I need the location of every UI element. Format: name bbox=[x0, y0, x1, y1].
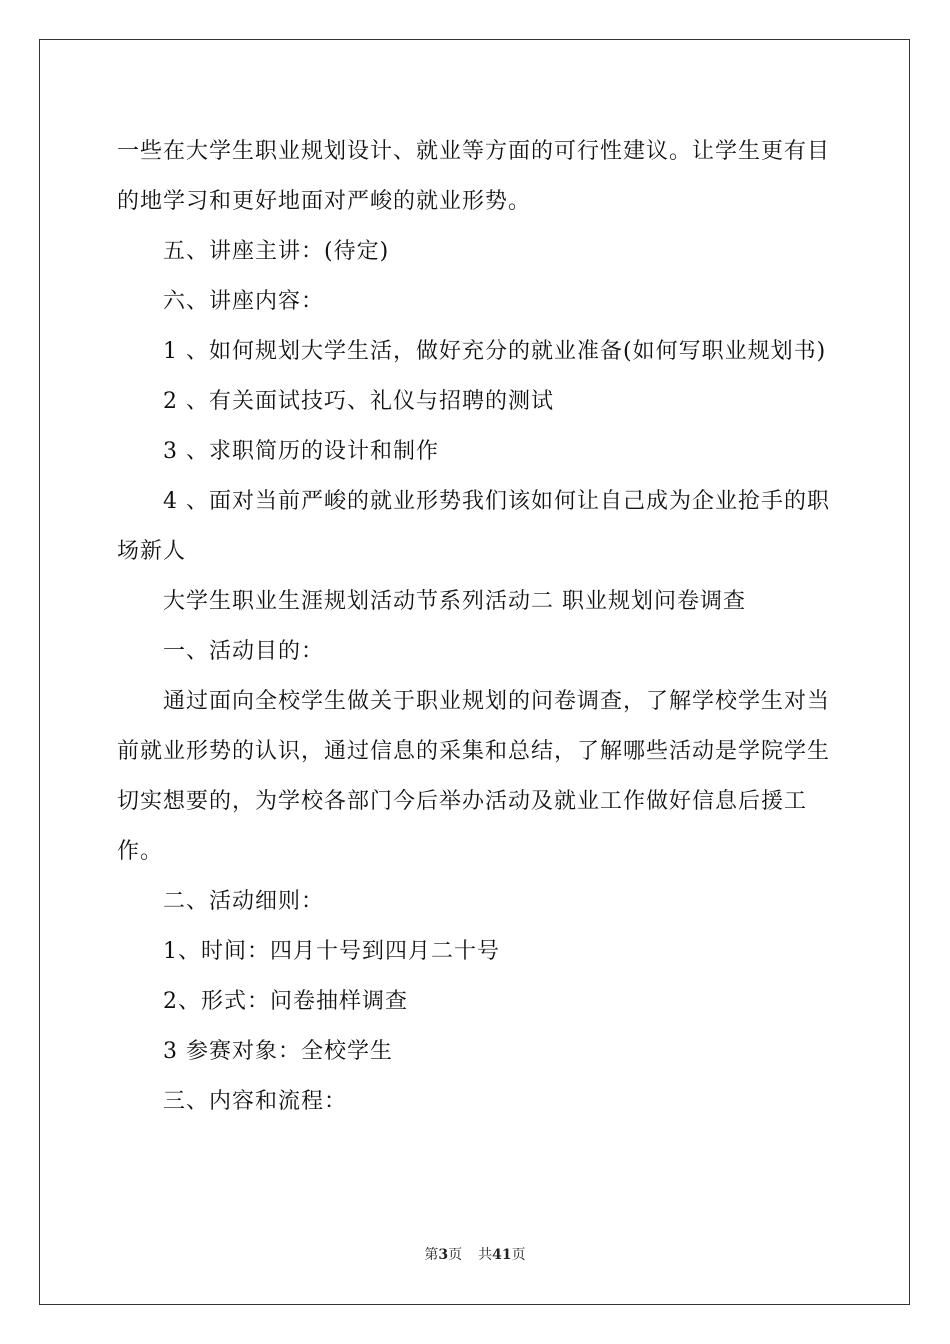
total-pages: 41 bbox=[492, 1247, 512, 1263]
paragraph: 2 、有关面试技巧、礼仪与招聘的测试 bbox=[163, 389, 554, 414]
paragraph: 3 参赛对象：全校学生 bbox=[163, 1039, 393, 1064]
paragraph: 1 、如何规划大学生活，做好充分的就业准备(如何写职业规划书) bbox=[163, 339, 827, 364]
page-number: 3 bbox=[438, 1247, 449, 1263]
paragraph: 一些在大学生职业规划设计、就业等方面的可行性建议。让学生更有目的地学习和更好地面对严峻的就业形势。 bbox=[117, 139, 831, 214]
paragraph: 三、内容和流程： bbox=[163, 1089, 348, 1114]
paragraph: 六、讲座内容： bbox=[163, 289, 325, 314]
paragraph: 1、时间：四月十号到四月二十号 bbox=[163, 939, 500, 964]
page-label-suffix: 页 bbox=[448, 1247, 463, 1263]
paragraph: 一、活动目的： bbox=[163, 639, 325, 664]
total-label-prefix: 共 bbox=[478, 1247, 493, 1263]
document-body bbox=[117, 127, 835, 1127]
paragraph: 3 、求职简历的设计和制作 bbox=[163, 439, 439, 464]
section-heading: 大学生职业生涯规划活动节系列活动二 职业规划问卷调查 bbox=[163, 589, 746, 614]
total-label-suffix: 页 bbox=[511, 1247, 526, 1263]
paragraph: 五、讲座主讲：(待定) bbox=[163, 239, 390, 264]
paragraph: 通过面向全校学生做关于职业规划的问卷调查，了解学校学生对当前就业形势的认识，通过信息的采集和总结，了解哪些活动是学院学生切实想要的，为学校各部门今后举办活动及就业工作做好信息后援工作。 bbox=[117, 689, 831, 864]
page-footer bbox=[0, 1244, 950, 1264]
paragraph: 二、活动细则： bbox=[163, 889, 325, 914]
page-label-prefix: 第 bbox=[424, 1247, 439, 1263]
paragraph: 4 、面对当前严峻的就业形势我们该如何让自己成为企业抢手的职场新人 bbox=[117, 489, 830, 564]
paragraph: 2、形式：问卷抽样调查 bbox=[163, 989, 408, 1014]
